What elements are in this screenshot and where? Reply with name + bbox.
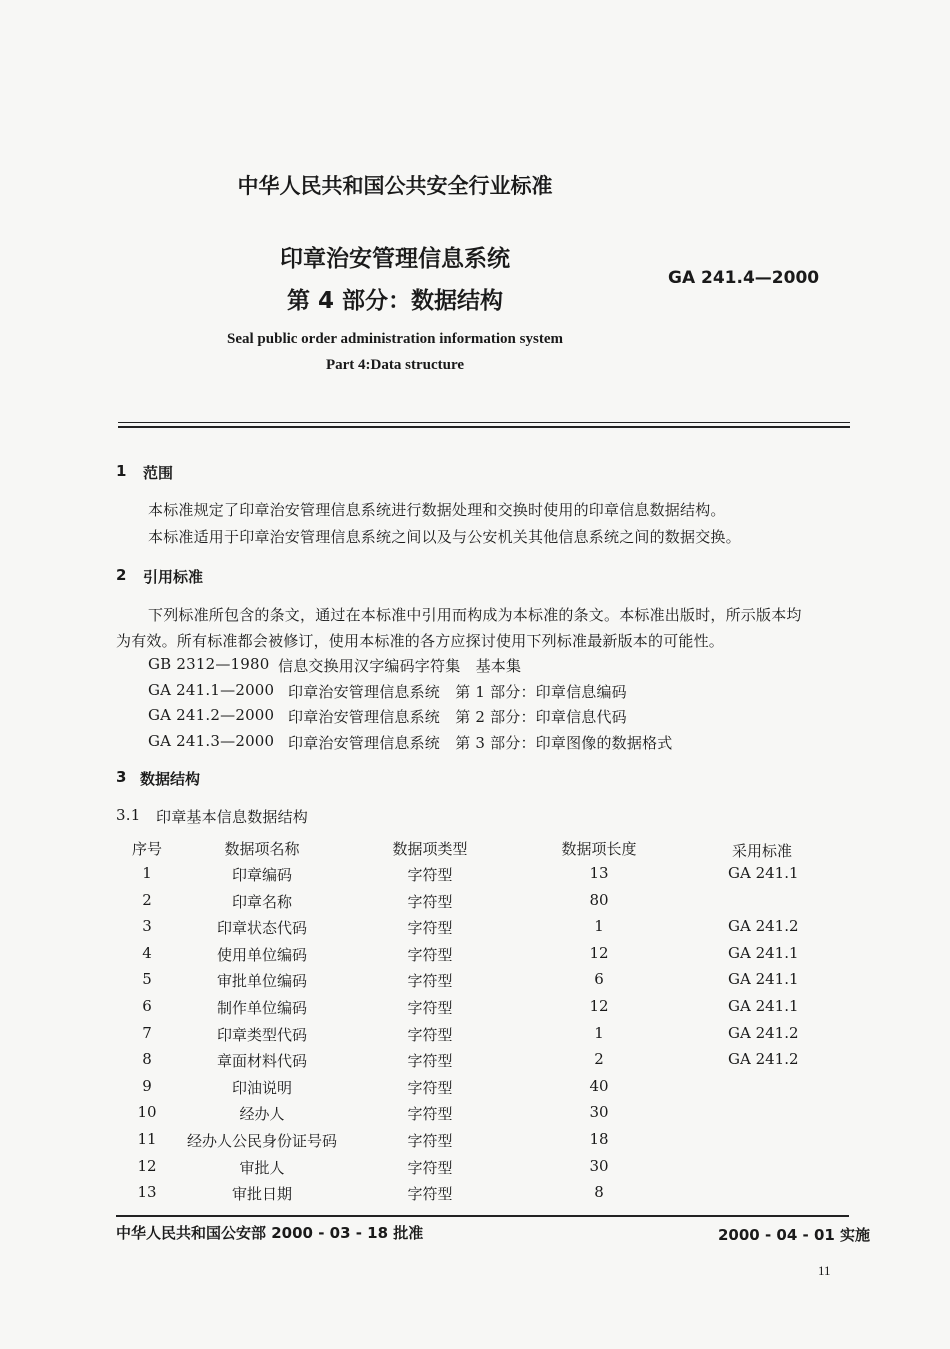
data-item-type: 字符型 <box>407 1026 453 1044</box>
data-item-name: 审批单位编码 <box>216 972 307 990</box>
data-item-name: 经办人公民身份证号码 <box>186 1132 337 1150</box>
data-item-type: 字符型 <box>407 972 453 990</box>
row-number: 2 <box>142 891 152 909</box>
section-2-paragraph: 下列标准所包含的条文，通过在本标准中引用而构成为本标准的条文。本标准出版时，所示版本均 <box>148 606 802 624</box>
row-number: 13 <box>137 1183 157 1201</box>
implementation-date: 2000 - 04 - 01 实施 <box>718 1226 871 1244</box>
adopted-standard: GA 241.2 <box>728 917 799 935</box>
data-item-type: 字符型 <box>407 946 453 964</box>
row-number: 1 <box>142 864 152 882</box>
section-1-number: 1 <box>116 462 127 480</box>
data-item-type: 字符型 <box>407 1052 453 1070</box>
data-item-type: 字符型 <box>407 1079 453 1097</box>
section-1-paragraph: 本标准规定了印章治安管理信息系统进行数据处理和交换时使用的印章信息数据结构。 <box>148 501 726 519</box>
data-item-type: 字符型 <box>407 1105 453 1123</box>
data-item-length: 6 <box>594 970 604 988</box>
row-number: 6 <box>142 997 152 1015</box>
standard-code: GA 241.4—2000 <box>668 268 820 288</box>
adopted-standard: GA 241.1 <box>728 864 799 882</box>
document-title-cn: 印章治安管理信息系统 <box>280 246 510 272</box>
reference-title: 信息交换用汉字编码字符集 基本集 <box>278 657 522 675</box>
data-item-name: 制作单位编码 <box>216 999 307 1017</box>
section-2-number: 2 <box>116 566 127 584</box>
section-2-title: 引用标准 <box>143 568 204 586</box>
data-item-length: 12 <box>589 944 609 962</box>
row-number: 11 <box>137 1130 157 1148</box>
section-3-number: 3 <box>116 768 127 786</box>
header-divider-thick <box>118 426 850 428</box>
table-header-no: 序号 <box>131 840 162 858</box>
data-item-name: 经办人 <box>239 1105 285 1123</box>
adopted-standard: GA 241.1 <box>728 944 799 962</box>
reference-code: GB 2312—1980 <box>148 655 270 673</box>
page-number: 11 <box>818 1263 831 1278</box>
header-divider-thin <box>118 422 850 423</box>
section-1-paragraph: 本标准适用于印章治安管理信息系统之间以及与公安机关其他信息系统之间的数据交换。 <box>148 528 741 546</box>
data-item-type: 字符型 <box>407 999 453 1017</box>
data-item-name: 印章状态代码 <box>216 919 307 937</box>
data-item-length: 1 <box>594 1024 604 1042</box>
table-header-name: 数据项名称 <box>224 840 300 858</box>
data-item-length: 13 <box>589 864 609 882</box>
approval-statement: 中华人民共和国公安部 2000 - 03 - 18 批准 <box>116 1224 424 1242</box>
data-item-type: 字符型 <box>407 919 453 937</box>
table-header-length: 数据项长度 <box>561 840 637 858</box>
data-item-length: 40 <box>589 1077 609 1095</box>
section-2-paragraph: 为有效。所有标准都会被修订，使用本标准的各方应探讨使用下列标准最新版本的可能性。 <box>116 632 725 650</box>
subsection-number: 3.1 <box>116 806 141 824</box>
data-item-name: 印章名称 <box>231 893 292 911</box>
row-number: 12 <box>137 1157 157 1175</box>
table-header-type: 数据项类型 <box>392 840 468 858</box>
data-item-length: 1 <box>594 917 604 935</box>
data-item-name: 印章类型代码 <box>216 1026 307 1044</box>
reference-title: 印章治安管理信息系统 第 3 部分：印章图像的数据格式 <box>288 734 673 752</box>
data-item-name: 审批日期 <box>231 1185 292 1203</box>
data-item-type: 字符型 <box>407 1132 453 1150</box>
reference-title: 印章治安管理信息系统 第 1 部分：印章信息编码 <box>288 683 627 701</box>
footer-divider <box>116 1215 849 1217</box>
reference-code: GA 241.2—2000 <box>148 706 275 724</box>
data-item-name: 审批人 <box>239 1159 285 1177</box>
data-item-name: 使用单位编码 <box>216 946 307 964</box>
adopted-standard: GA 241.2 <box>728 1024 799 1042</box>
row-number: 3 <box>142 917 152 935</box>
data-item-length: 30 <box>589 1103 609 1121</box>
issuing-standard-heading: 中华人民共和国公共安全行业标准 <box>237 174 553 198</box>
section-1-title: 范围 <box>143 464 174 482</box>
data-item-length: 2 <box>594 1050 604 1068</box>
subsection-title: 印章基本信息数据结构 <box>156 808 309 826</box>
row-number: 10 <box>137 1103 157 1121</box>
adopted-standard: GA 241.1 <box>728 970 799 988</box>
data-item-type: 字符型 <box>407 1185 453 1203</box>
adopted-standard: GA 241.2 <box>728 1050 799 1068</box>
data-item-name: 印油说明 <box>231 1079 292 1097</box>
data-item-type: 字符型 <box>407 866 453 884</box>
section-3-title: 数据结构 <box>140 770 201 788</box>
data-item-type: 字符型 <box>407 893 453 911</box>
row-number: 7 <box>142 1024 152 1042</box>
document-subtitle-en: Part 4:Data structure <box>325 357 464 373</box>
data-item-type: 字符型 <box>407 1159 453 1177</box>
data-item-name: 印章编码 <box>231 866 292 884</box>
row-number: 9 <box>142 1077 152 1095</box>
row-number: 4 <box>142 944 152 962</box>
reference-title: 印章治安管理信息系统 第 2 部分：印章信息代码 <box>288 708 627 726</box>
document-subtitle-cn: 第 4 部分：数据结构 <box>286 288 504 314</box>
reference-code: GA 241.1—2000 <box>148 681 275 699</box>
data-item-length: 30 <box>589 1157 609 1175</box>
document-title-en: Seal public order administration information system <box>227 331 563 347</box>
reference-code: GA 241.3—2000 <box>148 732 275 750</box>
data-item-length: 18 <box>589 1130 609 1148</box>
adopted-standard: GA 241.1 <box>728 997 799 1015</box>
data-item-length: 12 <box>589 997 609 1015</box>
data-item-length: 80 <box>589 891 609 909</box>
row-number: 5 <box>142 970 152 988</box>
row-number: 8 <box>142 1050 152 1068</box>
data-item-name: 章面材料代码 <box>216 1052 307 1070</box>
table-header-standard: 采用标准 <box>732 842 793 860</box>
data-item-length: 8 <box>594 1183 604 1201</box>
